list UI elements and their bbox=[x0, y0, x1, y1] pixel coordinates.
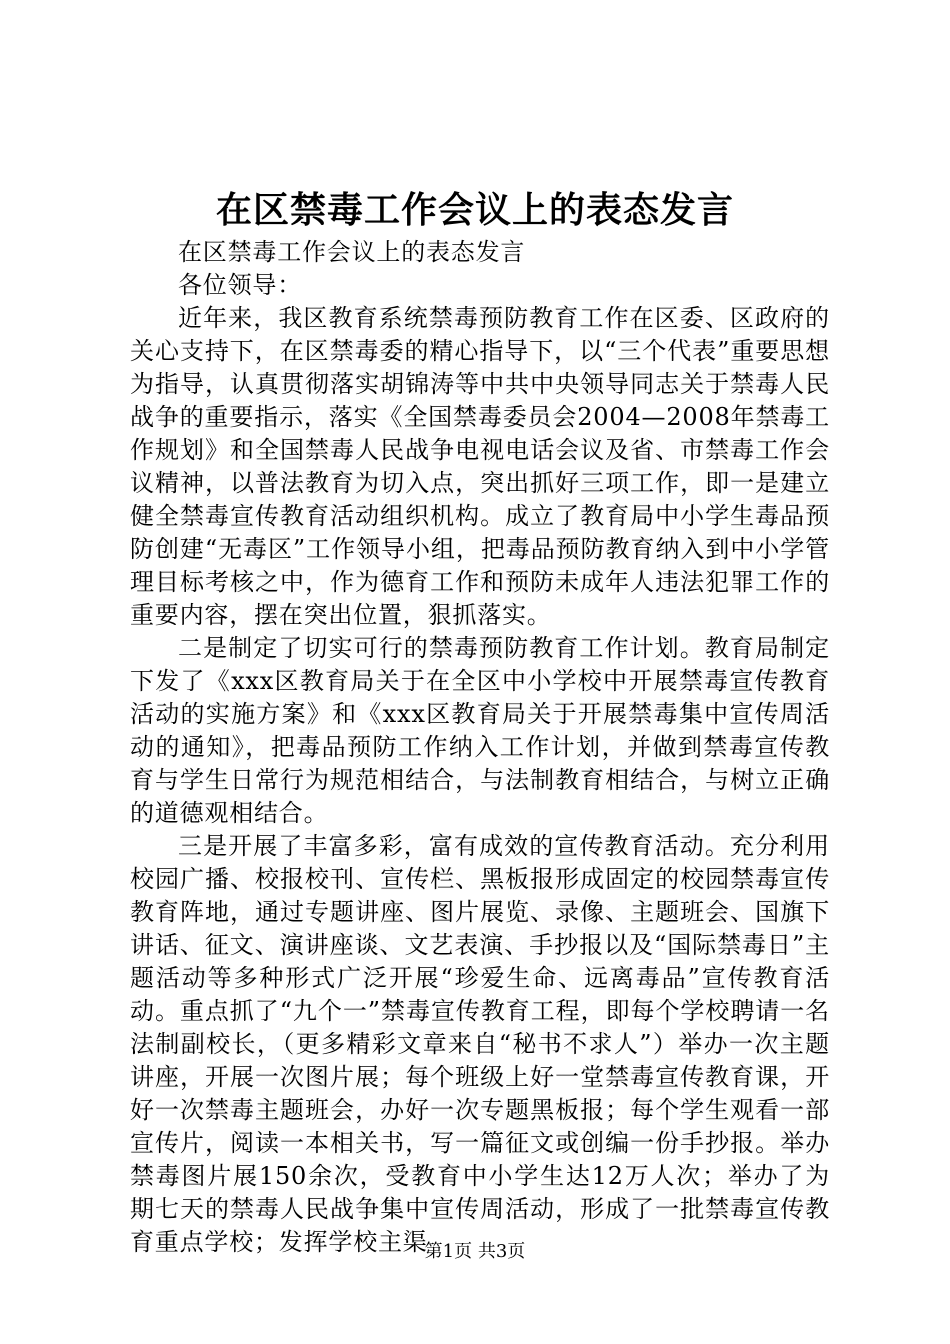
paragraph-3: 三是开展了丰富多彩，富有成效的宣传教育活动。充分利用校园广播、校报校刊、宣传栏、黑板报形成固定的校园禁毒宣传教育阵地，通过专题讲座、图片展览、录像、主题班会、国旗下讲话、征文、演讲座谈、文艺表演、手抄报以及“国际禁毒日”主题活动等多种形式广泛开展“珍爱生命、远离毒品”宣传教育活动。重点抓了“九个一”禁毒宣传教育工程，即每个学校聘请一名法制副校长，（更多精彩文章来自“秘书不求人”）举办一次主题讲座，开展一次图片展；每个班级上好一堂禁毒宣传教育课，开好一次禁毒主题班会，办好一次专题黑板报；每个学生观看一部宣传片，阅读一本相关书，写一篇征文或创编一份手抄报。举办禁毒图片展150余次，受教育中小学生达12万人次；举办了为期七天的禁毒人民战争集中宣传周活动，形成了一批禁毒宣传教育重点学校；发挥学校主渠 bbox=[130, 832, 830, 1256]
document-title: 在区禁毒工作会议上的表态发言 bbox=[215, 189, 734, 231]
subtitle-line: 在区禁毒工作会议上的表态发言 bbox=[178, 238, 526, 266]
page-number-footer: 第1页 共3页 bbox=[424, 1241, 526, 1262]
paragraph-2: 二是制定了切实可行的禁毒预防教育工作计划。教育局制定下发了《xxx区教育局关于在全区中小学校中开展禁毒宣传教育活动的实施方案》和《xxx区教育局关于开展禁毒集中宣传周活动的通知》，把毒品预防工作纳入工作计划，并做到禁毒宣传教育与学生日常行为规范相结合，与法制教育相结合，与树立正确的道德观相结合。 bbox=[130, 634, 830, 827]
document-body bbox=[130, 236, 830, 1259]
salutation-line: 各位领导： bbox=[178, 271, 302, 299]
paragraph-1: 近年来，我区教育系统禁毒预防教育工作在区委、区政府的关心支持下，在区禁毒委的精心指导下，以“三个代表”重要思想为指导，认真贯彻落实胡锦涛等中共中央领导同志关于禁毒人民战争的重要指示，落实《全国禁毒委员会2004—2008年禁毒工作规划》和全国禁毒人民战争电视电话会议及省、市禁毒工作会议精神，以普法教育为切入点，突出抓好三项工作，即一是建立健全禁毒宣传教育活动组织机构。成立了教育局中小学生毒品预防创建“无毒区”工作领导小组，把毒品预防教育纳入到中小学管理目标考核之中，作为德育工作和预防未成年人违法犯罪工作的重要内容，摆在突出位置，狠抓落实。 bbox=[130, 304, 830, 629]
